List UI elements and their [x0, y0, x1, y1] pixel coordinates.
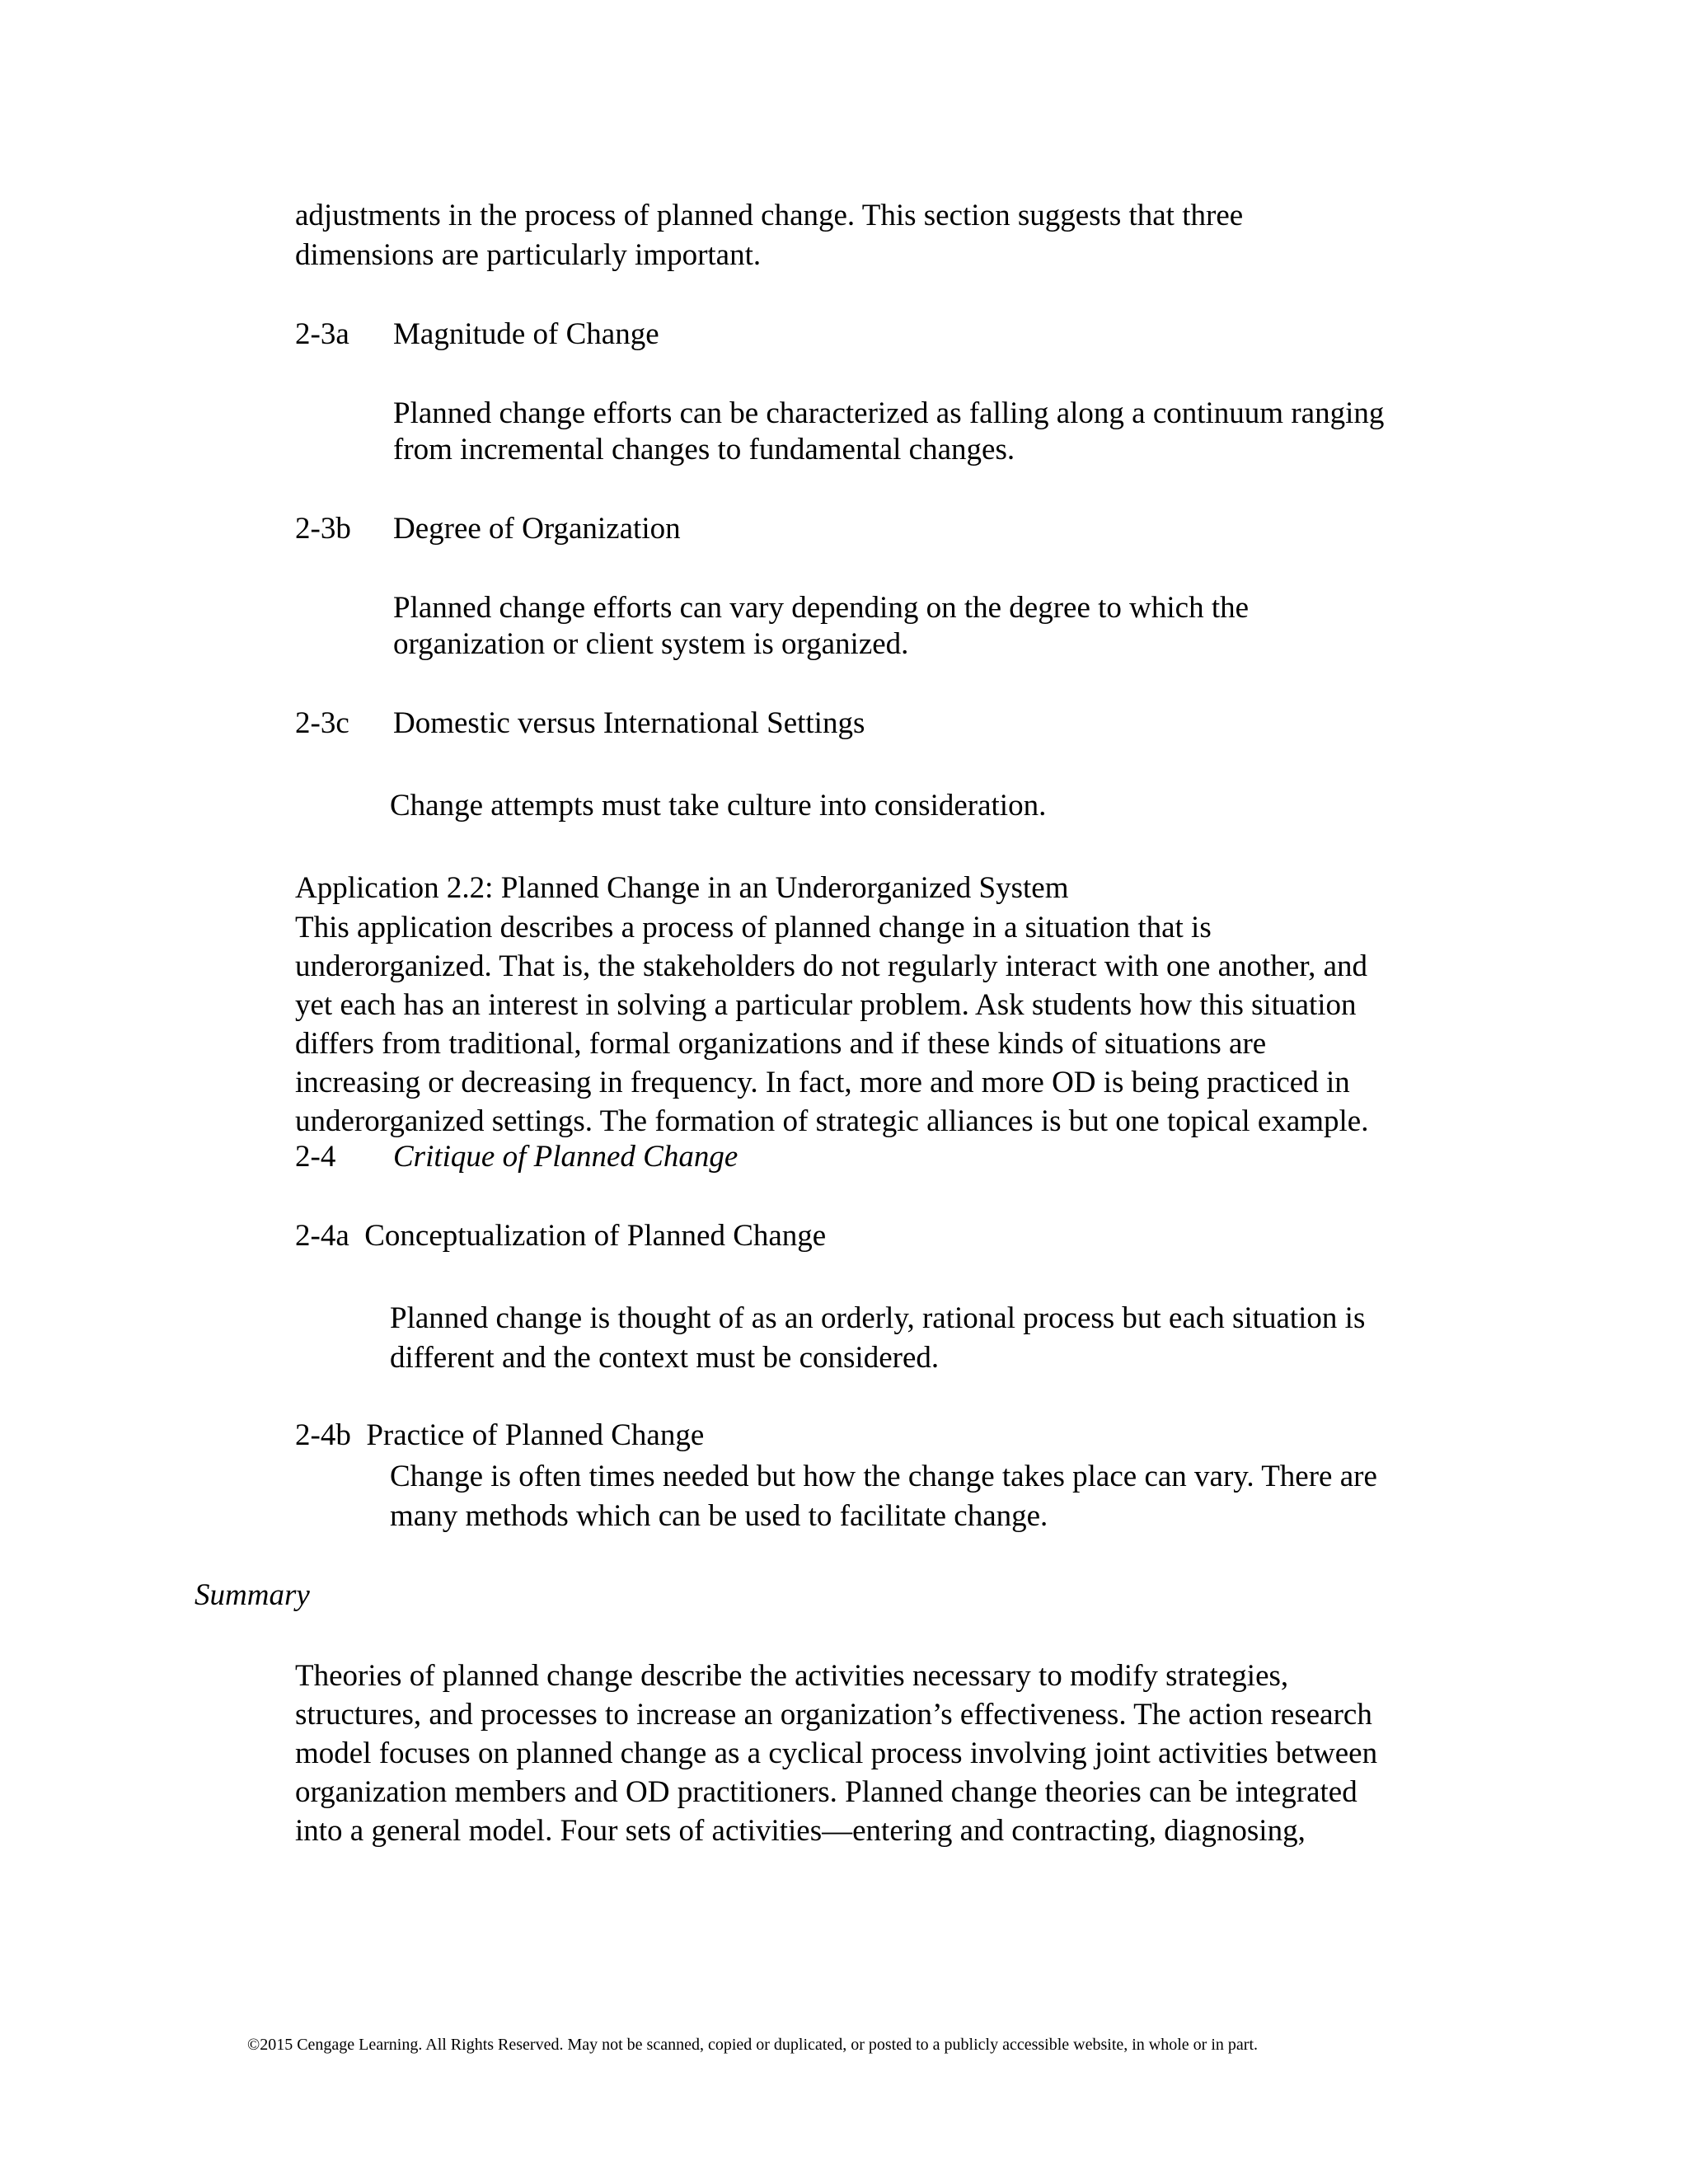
section-title-2-3a: Magnitude of Change — [393, 317, 659, 351]
section-title-2-3c: Domestic versus International Settings — [393, 706, 865, 740]
application-line: underorganized. That is, the stakeholders do not regularly interact with one another, and — [295, 949, 1367, 983]
summary-line: Theories of planned change describe the activities necessary to modify strategies, — [295, 1659, 1289, 1693]
application-title: Application 2.2: Planned Change in an Underorganized System — [295, 871, 1069, 905]
section-body-2-4a-line-2: different and the context must be considered. — [390, 1341, 940, 1375]
section-body-2-3c-line-1: Change attempts must take culture into consideration. — [390, 789, 1047, 823]
intro-line-1: adjustments in the process of planned change. This section suggests that three — [295, 199, 1244, 232]
section-number-2-3a: 2-3a — [295, 317, 349, 351]
application-line: increasing or decreasing in frequency. In fact, more and more OD is being practiced in — [295, 1066, 1350, 1099]
summary-line: organization members and OD practitioners. Planned change theories can be integrated — [295, 1775, 1357, 1809]
section-number-2-3b: 2-3b — [295, 512, 351, 546]
section-body-2-4a-line-1: Planned change is thought of as an orderly, rational process but each situation is — [390, 1301, 1366, 1335]
section-title-2-4: Critique of Planned Change — [393, 1140, 738, 1174]
section-body-2-3a-line-2: from incremental changes to fundamental changes. — [393, 433, 1015, 466]
section-number-2-3c: 2-3c — [295, 706, 349, 740]
section-body-2-3a-line-1: Planned change efforts can be characterized as falling along a continuum ranging — [393, 396, 1385, 430]
section-heading-2-4b: 2-4b Practice of Planned Change — [295, 1418, 705, 1452]
intro-line-2: dimensions are particularly important. — [295, 238, 762, 272]
section-heading-2-4a: 2-4a Conceptualization of Planned Change — [295, 1219, 827, 1253]
summary-line: model focuses on planned change as a cyclical process involving joint activities between — [295, 1736, 1378, 1770]
application-line: This application describes a process of planned change in a situation that is — [295, 911, 1212, 944]
section-body-2-3b-line-2: organization or client system is organized. — [393, 627, 909, 661]
section-number-2-4: 2-4 — [295, 1140, 336, 1174]
application-line: differs from traditional, formal organizations and if these kinds of situations are — [295, 1027, 1267, 1061]
section-title-2-3b: Degree of Organization — [393, 512, 681, 546]
application-line: yet each has an interest in solving a particular problem. Ask students how this situation — [295, 988, 1357, 1022]
section-body-2-4b-line-2: many methods which can be used to facilitate change. — [390, 1499, 1048, 1533]
section-body-2-4b-line-1: Change is often times needed but how the change takes place can vary. There are — [390, 1460, 1377, 1493]
summary-line: into a general model. Four sets of activities—entering and contracting, diagnosing, — [295, 1814, 1306, 1848]
summary-heading: Summary — [195, 1578, 310, 1612]
copyright-footer: ©2015 Cengage Learning. All Rights Reserved. May not be scanned, copied or duplicated, or posted to a publicly accessible website, in whole or in part. — [247, 2036, 1258, 2054]
section-body-2-3b-line-1: Planned change efforts can vary depending on the degree to which the — [393, 591, 1250, 625]
application-line: underorganized settings. The formation of strategic alliances is but one topical example. — [295, 1104, 1369, 1138]
summary-line: structures, and processes to increase an organization’s effectiveness. The action research — [295, 1698, 1372, 1732]
